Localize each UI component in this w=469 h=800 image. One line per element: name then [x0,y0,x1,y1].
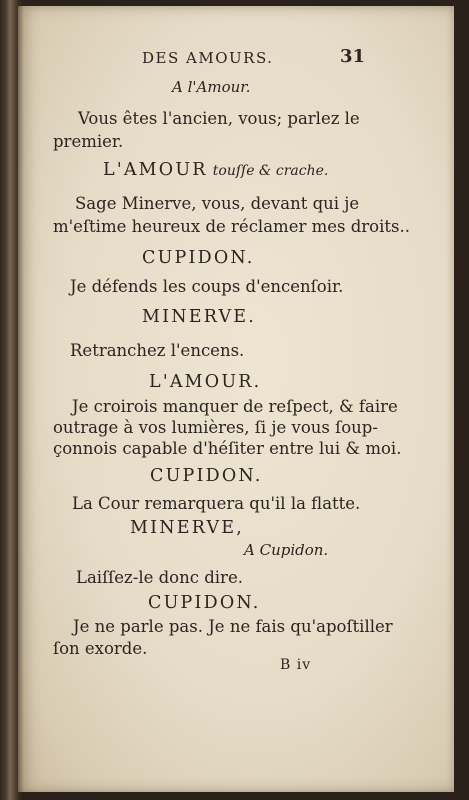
speaker-name: MINERVE. [142,307,257,327]
stage-direction: touſſe & crache. [212,163,329,179]
page-number: 31 [340,46,366,67]
text-line: Je défends les coups d'encenſoir. [70,277,344,296]
text-line: La Cour remarquera qu'il la flatte. [72,494,361,513]
text-line: outrage à vos lumières, ſi je vous ſoup- [53,418,378,437]
stage-direction: A l'Amour. [172,78,251,96]
text-line: Vous êtes l'ancien, vous; parlez le [78,109,360,128]
signature-mark: B iv [280,657,312,673]
book-page [18,6,454,792]
speaker-name: L'AMOUR. [149,372,262,392]
text-line: Sage Minerve, vous, devant qui je [75,194,360,213]
text-line: premier. [53,132,124,151]
text-line: ſon exorde. [53,639,148,658]
text-line: Laiſſez-le donc dire. [76,568,243,587]
text-line: Je ne parle pas. Je ne fais qu'apoſtiller [73,617,393,636]
text-line: Je croirois manquer de reſpect, & faire [72,397,398,416]
text-line: m'eſtime heureux de réclamer mes droits.. [53,217,410,236]
gutter-shadow [18,6,24,792]
stage-direction: A Cupidon. [244,541,329,559]
speaker-name: CUPIDON. [148,593,261,613]
running-title: DES AMOURS. [142,49,274,67]
speaker-name: CUPIDON. [150,466,263,486]
text-line: çonnois capable d'héſiter entre lui & moi. [53,439,402,458]
speaker-name: MINERVE, [130,518,245,538]
speaker-line [103,162,328,180]
speaker-name: L'AMOUR [103,160,208,180]
text-line: Retranchez l'encens. [70,341,245,360]
speaker-name: CUPIDON. [142,248,255,268]
